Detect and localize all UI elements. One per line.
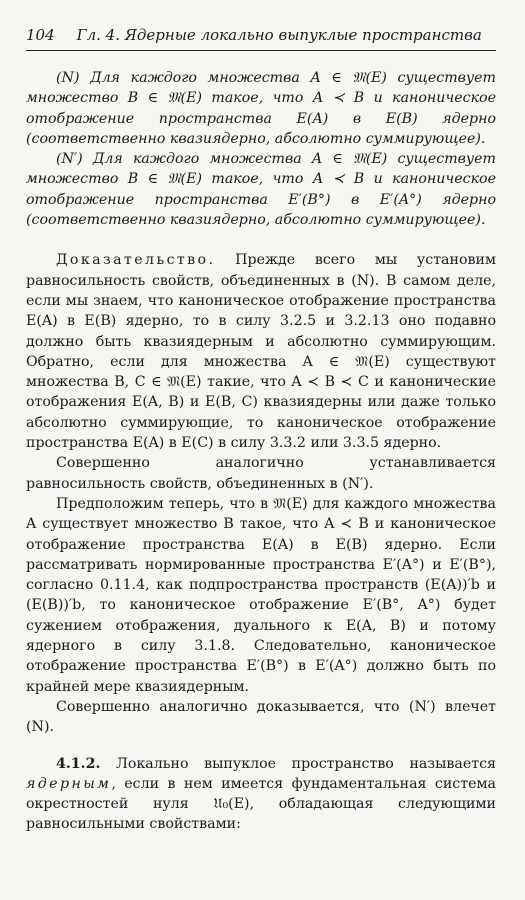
section-term: ядерным — [26, 775, 112, 792]
statement-n: (N) Для каждого множества A ∈ 𝔐(E) существует множество B ∈ 𝔐(E) такое, что A ≺ B и каноническое отображение пространства E(A) в E(B) ядерно (соответственно квазиядерно, абсолютно суммирующее). — [26, 70, 496, 147]
proof-paragraph-4: Совершенно аналогично доказывается, что (N′) влечет (N). — [26, 698, 496, 736]
section-number: 4.1.2. — [56, 755, 101, 772]
proof-text-1: Прежде всего мы установим равносильность свойств, объединенных в (N). В самом деле, если мы знаем, что каноническое отображение пространства E(A) в E(B) ядерно, то в силу 3.2.5 и 3.2.13 оно подавно должно быть квазиядерным и абсолютно суммирующим. Обратно, если для множества A ∈ 𝔐(E) существуют множества B, C ∈ 𝔐(E) такие, что A ≺ B ≺ C и канонические отображения E(A, B) и E(B, C) квазиядерны или даже только абсолютно суммирующие, то каноническое отображение пространства E(A) в E(C) в силу 3.3.2 или 3.3.5 ядерно. — [26, 252, 496, 452]
page-body — [26, 68, 496, 835]
statement-n-prime: (N′) Для каждого множества A ∈ 𝔐(E) существует множество B ∈ 𝔐(E) такое, что A ≺ B и каноническое отображение пространства E′(B°) в E′(A°) ядерно (соответственно квазиядерно, абсолютно суммирующее). — [26, 151, 497, 229]
running-header — [26, 26, 496, 44]
section-4-1-2 — [26, 754, 496, 835]
section-text-b: , если в нем имеется фундаментальная система окрестностей нуля 𝔘₀(E), обладающая следующими равносильными свойствами: — [26, 775, 496, 833]
header-rule — [26, 50, 496, 51]
proof-label: Доказательство. — [56, 252, 216, 269]
proof-paragraph-3: Предположим теперь, что в 𝔐(E) для каждого множества A существует множество B такое, что A ≺ B и каноническое отображение пространства E(A) в E(B) ядерно. Если рассматривать нормированные пространства E′(A°) и E′(B°), согласно 0.11.4, как подпространства пространств (E(A))′b и (E(B))′b, то каноническое отображение E′(B°, A°) будет сужением отображения, дуального к E(A, B) и потому ядерного в силу 3.1.8. Следовательно, каноническое отображение пространства E′(B°) в E′(A°) должно быть по крайней мере квазиядерным. — [26, 495, 496, 695]
page-number: 104 — [26, 26, 55, 44]
spacer — [26, 230, 496, 250]
proof-paragraph-2: Совершенно аналогично устанавливается равносильность свойств, объединенных в (N′). — [26, 455, 496, 492]
running-title: Гл. 4. Ядерные локально выпуклые пространства — [76, 26, 482, 44]
spacer — [26, 738, 496, 754]
section-text-a: Локально выпуклое пространство называется — [100, 755, 496, 772]
proof-paragraph-1 — [26, 250, 496, 453]
